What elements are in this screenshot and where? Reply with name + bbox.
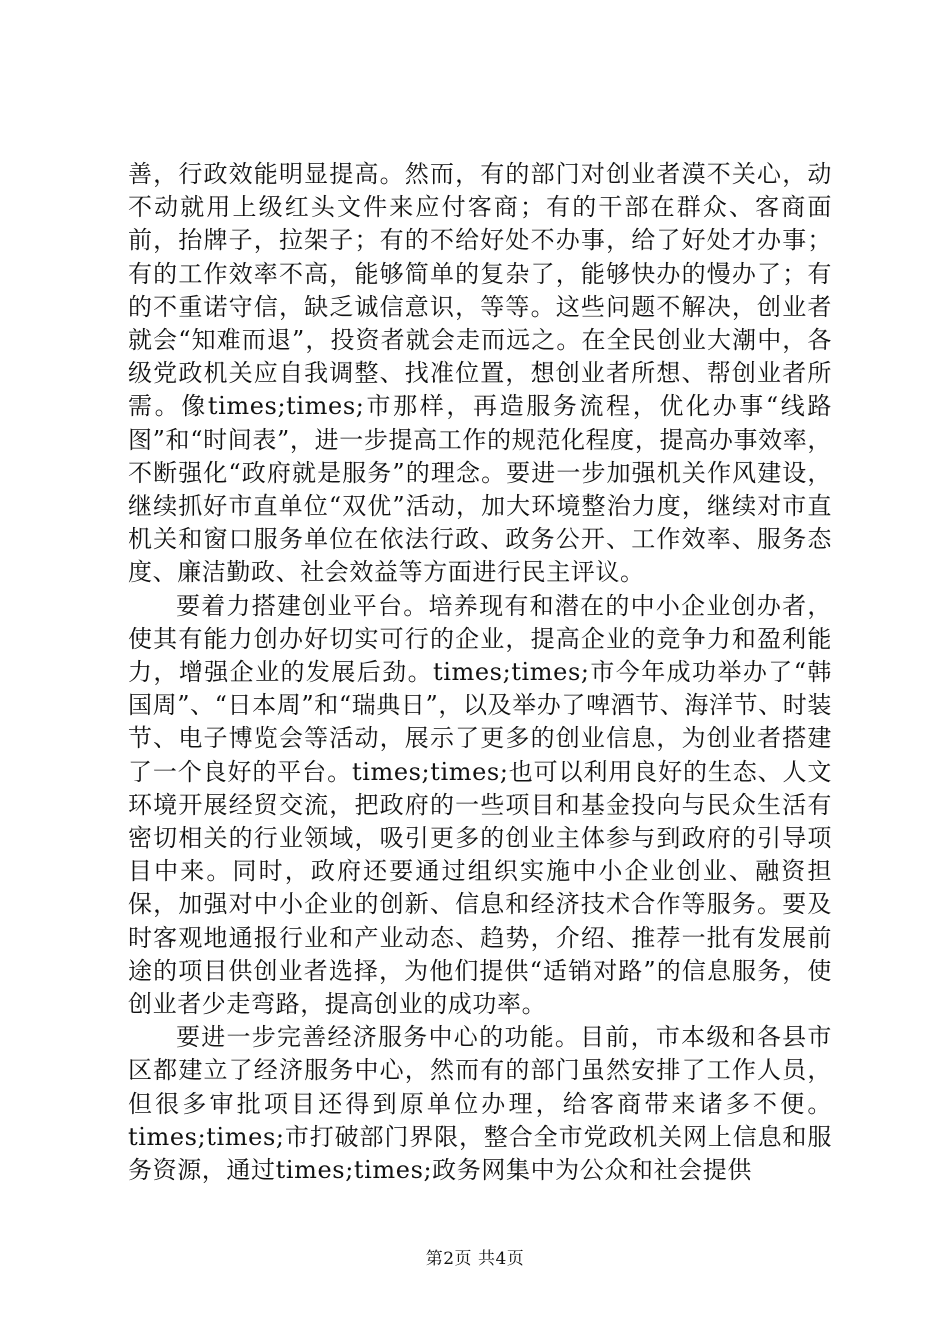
body-text xyxy=(128,158,832,1187)
paragraph-continuation: 善，行政效能明显提高。然而，有的部门对创业者漠不关心，动不动就用上级红头文件来应付客商；有的干部在群众、客商面前，抬牌子，拉架子；有的不给好处不办事，给了好处才办事；有的工作效率不高，能够简单的复杂了，能够快办的慢办了；有的不重诺守信，缺乏诚信意识，等等。这些问题不解决，创业者就会“知难而退”，投资者就会走而远之。在全民创业大潮中，各级党政机关应自我调整、找准位置，想创业者所想、帮创业者所需。像times;times;市那样，再造服务流程，优化办事“线路图”和“时间表”，进一步提高工作的规范化程度，提高办事效率，不断强化“政府就是服务”的理念。要进一步加强机关作风建设，继续抓好市直单位“双优”活动，加大环境整治力度，继续对市直机关和窗口服务单位在依法行政、政务公开、工作效率、服务态度、廉洁勤政、社会效益等方面进行民主评议。 xyxy=(128,160,832,587)
paragraph-service-center: 要进一步完善经济服务中心的功能。目前，市本级和各县市区都建立了经济服务中心，然而有的部门虽然安排了工作人员，但很多审批项目还得到原单位办理，给客商带来诸多不便。times;times;市打破部门界限，整合全市党政机关网上信息和服务资源，通过times;times;政务网集中为公众和社会提供 xyxy=(128,1023,832,1185)
page-footer: 第2页 共4页 xyxy=(425,1249,525,1269)
paragraph-startup-platform: 要着力搭建创业平台。培养现有和潜在的中小企业创办者，使其有能力创办好切实可行的企业，提高企业的竞争力和盈利能力，增强企业的发展后劲。times;times;市今年成功举办了“韩国周”、“日本周”和“瑞典日”，以及举办了啤酒节、海洋节、时装节、电子博览会等活动，展示了更多的创业信息，为创业者搭建了一个良好的平台。times;times;也可以利用良好的生态、人文环境开展经贸交流，把政府的一些项目和基金投向与民众生活有密切相关的行业领域，吸引更多的创业主体参与到政府的引导项目中来。同时，政府还要通过组织实施中小企业创业、融资担保，加强对中小企业的创新、信息和经济技术合作等服务。要及时客观地通报行业和产业动态、趋势，介绍、推荐一批有发展前途的项目供创业者选择，为他们提供“适销对路”的信息服务，使创业者少走弯路，提高创业的成功率。 xyxy=(128,591,832,1019)
